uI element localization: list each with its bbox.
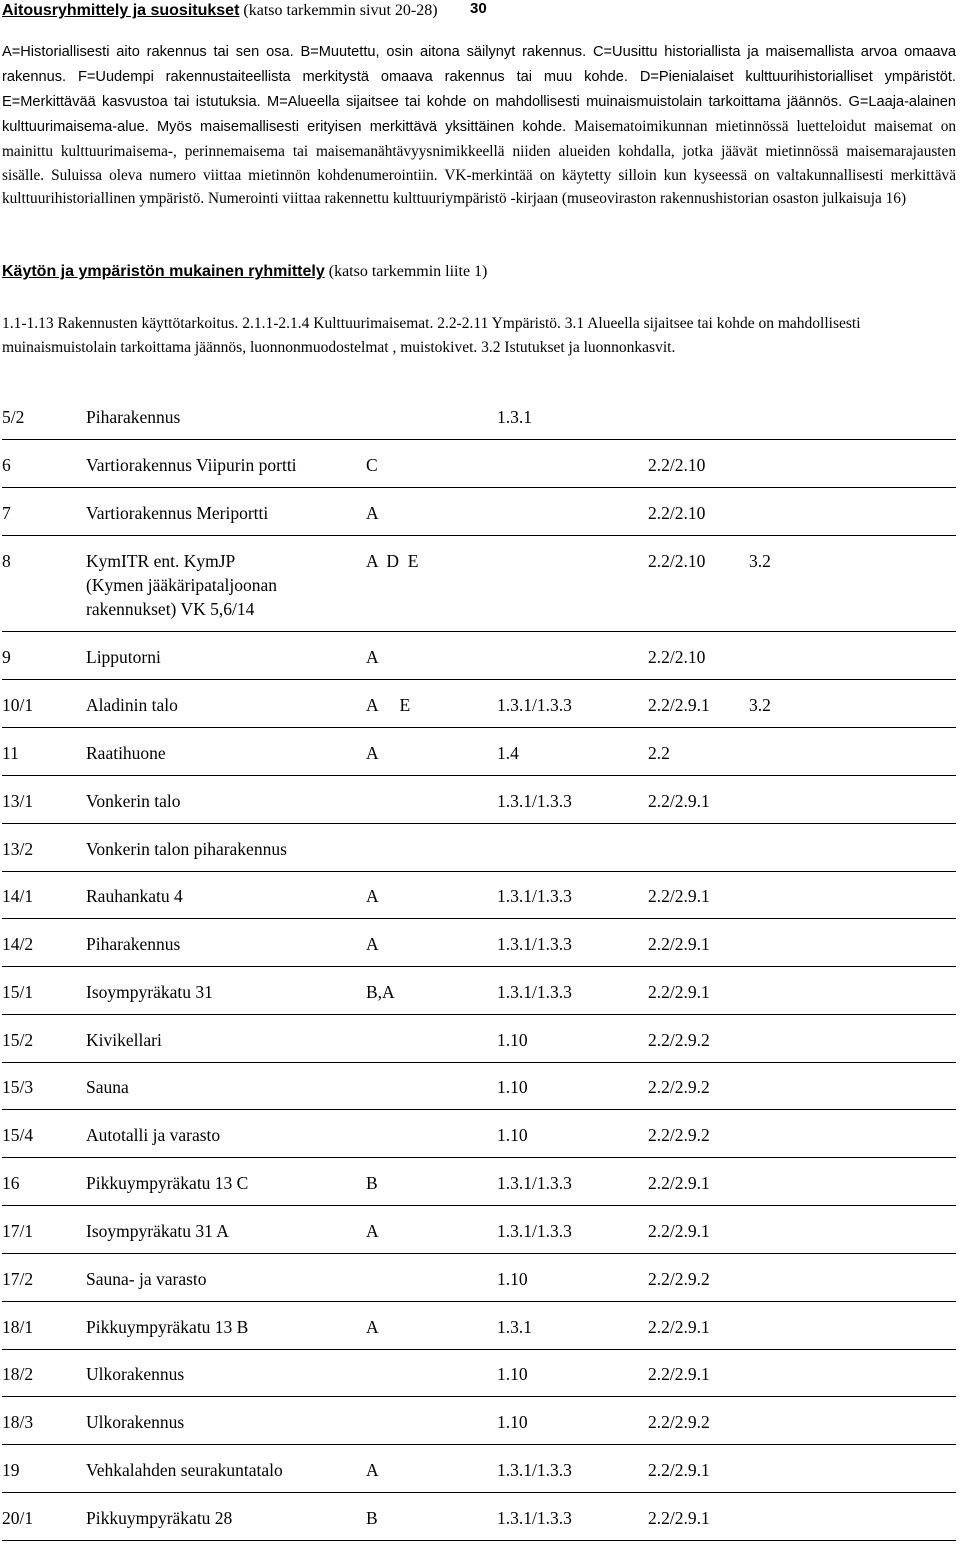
row-number: 5/2 <box>2 407 25 427</box>
row-number: 11 <box>2 743 19 763</box>
row-use-code: 1.3.1/1.3.3 <box>497 1460 572 1480</box>
row-number: 15/3 <box>2 1077 34 1097</box>
row-class: A E <box>366 695 411 715</box>
row-use-code: 1.10 <box>497 1364 528 1384</box>
row-number: 18/3 <box>2 1412 34 1432</box>
row-class: C <box>366 455 378 475</box>
row-environment-code: 2.2/2.9.2 <box>648 1125 710 1145</box>
page-number: 30 <box>470 0 487 17</box>
row-name <box>86 932 180 956</box>
row-name <box>86 1315 248 1339</box>
row-use-code: 1.10 <box>497 1077 528 1097</box>
row-use-code: 1.10 <box>497 1412 528 1432</box>
grouping-description: 1.1-1.13 Rakennusten käyttötarkoitus. 2.1.1-2.1.4 Kulttuurimaisemat. 2.2-2.11 Ympäristö. 3.1 Alueella sijaitsee tai kohde on mahdollisesti muinaismuistolain tarkoittama jäännös, luonnonmuodostelmat , muistokivet. 3.2 Istutukset ja luonnonkasvit. <box>2 315 861 356</box>
row-name <box>86 837 287 861</box>
row-divider <box>2 966 956 967</box>
row-use-code: 1.3.1/1.3.3 <box>497 695 572 715</box>
row-class: B,A <box>366 982 395 1002</box>
row-name-line: (Kymen jääkäripataljoonan <box>86 575 277 595</box>
row-name <box>86 501 268 525</box>
row-name <box>86 980 213 1004</box>
row-name-line: Ulkorakennus <box>86 1364 185 1384</box>
row-name-line: Vonkerin talo <box>86 791 181 811</box>
row-class: A <box>366 934 379 954</box>
row-name-line: Piharakennus <box>86 934 181 954</box>
row-name-line: Autotalli ja varasto <box>86 1125 221 1145</box>
row-divider <box>2 439 956 440</box>
row-environment-code: 2.2/2.9.1 <box>648 886 710 906</box>
row-use-code: 1.10 <box>497 1269 528 1289</box>
row-name <box>86 1362 184 1386</box>
row-name <box>86 789 180 813</box>
row-plant-code: 3.2 <box>749 551 771 571</box>
legend-vk-note: VK-merkintää on käytetty silloin kun kyseessä on valtakunnallisesti merkittävä kulttuurihistoriallinen ympäristö. Numerointi viittaa rakennettu kulttuuriympäristö -kirjaan (museoviraston rakennushistorian osaston julkaisuja 16) <box>2 166 956 208</box>
grouping-title-link[interactable]: Käytön ja ympäristön mukainen ryhmittely <box>2 263 325 280</box>
row-name-line: Rauhankatu 4 <box>86 886 183 906</box>
row-class: A <box>366 503 379 523</box>
row-number: 14/1 <box>2 886 34 906</box>
row-name <box>86 1028 162 1052</box>
row-name-line: Isoympyräkatu 31 <box>86 982 213 1002</box>
row-divider <box>2 823 956 824</box>
row-name <box>86 645 161 669</box>
legend-classes: A=Historiallisesti aito rakennus tai sen osa. B=Muutettu, osin aitona säilynyt rakennus. C=Uusittu historiallista ja maisemallista arvoa omaava rakennus. F=Uudempi rakennustaiteellista merkitystä omaava rakennus tai muu kohde. D=Pienialaiset kulttuurihistorialliset ympäristöt. E=Merkittävää kasvustoa tai istutuksia. M=Alueella sijaitsee tai kohde on mahdollisesti muinaismuistolain tarkoittama jäännös. G=Laaja-alainen kulttuurimaisema-alue. Myös maisemallisesti erityisen merkittävä yksittäinen kohde. <box>2 44 956 135</box>
row-number: 16 <box>2 1173 20 1193</box>
row-use-code: 1.3.1/1.3.3 <box>497 934 572 954</box>
row-number: 15/2 <box>2 1030 34 1050</box>
row-use-code: 1.3.1/1.3.3 <box>497 886 572 906</box>
row-name <box>86 1123 220 1147</box>
row-environment-code: 2.2/2.9.1 <box>648 791 710 811</box>
row-name-line: Raatihuone <box>86 743 166 763</box>
row-environment-code: 2.2/2.9.2 <box>648 1077 710 1097</box>
row-use-code: 1.10 <box>497 1125 528 1145</box>
row-name <box>86 1458 283 1482</box>
row-divider <box>2 1109 956 1110</box>
row-divider <box>2 727 956 728</box>
row-number: 15/1 <box>2 982 34 1002</box>
row-environment-code: 2.2/2.9.1 <box>648 1508 710 1528</box>
row-divider <box>2 1157 956 1158</box>
row-environment-code: 2.2/2.9.1 <box>648 982 710 1002</box>
row-divider <box>2 679 956 680</box>
row-divider <box>2 871 956 872</box>
row-name <box>86 1267 207 1291</box>
row-divider <box>2 631 956 632</box>
row-name <box>86 884 183 908</box>
row-use-code: 1.3.1 <box>497 1317 532 1337</box>
row-environment-code: 2.2/2.9.2 <box>648 1269 710 1289</box>
row-name <box>86 741 166 765</box>
row-use-code: 1.3.1/1.3.3 <box>497 791 572 811</box>
row-name <box>86 1219 229 1243</box>
row-number: 10/1 <box>2 695 34 715</box>
row-divider <box>2 535 956 536</box>
row-class: B <box>366 1508 378 1528</box>
row-number: 14/2 <box>2 934 34 954</box>
row-name-line: Vartiorakennus Meriportti <box>86 503 269 523</box>
row-divider <box>2 1492 956 1493</box>
row-name-line: Sauna- ja varasto <box>86 1269 207 1289</box>
row-number: 8 <box>2 551 11 571</box>
row-use-code: 1.3.1/1.3.3 <box>497 1173 572 1193</box>
row-name-line: Piharakennus <box>86 407 181 427</box>
row-divider <box>2 775 956 776</box>
row-environment-code: 2.2/2.9.1 <box>648 1173 710 1193</box>
row-use-code: 1.3.1/1.3.3 <box>497 1221 572 1241</box>
row-name-line: Isoympyräkatu 31 A <box>86 1221 229 1241</box>
header-title-note: (katso tarkemmin sivut 20-28) <box>239 2 438 19</box>
row-environment-code: 2.2/2.9.1 <box>648 934 710 954</box>
row-number: 15/4 <box>2 1125 34 1145</box>
row-number: 7 <box>2 503 11 523</box>
row-number: 17/1 <box>2 1221 34 1241</box>
row-number: 9 <box>2 647 11 667</box>
row-environment-code: 2.2/2.10 <box>648 647 706 667</box>
row-name-line: Ulkorakennus <box>86 1412 185 1432</box>
row-name-line: Vehkalahden seurakuntatalo <box>86 1460 283 1480</box>
row-use-code: 1.10 <box>497 1030 528 1050</box>
row-name-line: Pikkuympyräkatu 28 <box>86 1508 233 1528</box>
row-environment-code: 2.2/2.9.1 <box>648 1460 710 1480</box>
row-environment-code: 2.2/2.9.2 <box>648 1030 710 1050</box>
row-class: A <box>366 647 379 667</box>
row-name-line: Aladinin talo <box>86 695 178 715</box>
row-environment-code: 2.2/2.10 <box>648 455 706 475</box>
row-divider <box>2 918 956 919</box>
row-divider <box>2 1301 956 1302</box>
row-environment-code: 2.2/2.10 <box>648 503 706 523</box>
row-name-line: Pikkuympyräkatu 13 B <box>86 1317 249 1337</box>
row-divider <box>2 1205 956 1206</box>
row-class: A <box>366 743 379 763</box>
row-environment-code: 2.2/2.10 <box>648 551 706 571</box>
row-class: A <box>366 1317 379 1337</box>
row-plant-code: 3.2 <box>749 695 771 715</box>
row-divider <box>2 1444 956 1445</box>
row-number: 6 <box>2 455 11 475</box>
row-divider <box>2 1396 956 1397</box>
row-name <box>86 1171 248 1195</box>
row-number: 19 <box>2 1460 20 1480</box>
row-use-code: 1.3.1 <box>497 407 532 427</box>
row-class: A <box>366 1460 379 1480</box>
row-class: A D E <box>366 551 419 571</box>
row-number: 18/1 <box>2 1317 34 1337</box>
row-divider <box>2 1062 956 1063</box>
row-name <box>86 405 180 429</box>
row-divider <box>2 1253 956 1254</box>
row-environment-code: 2.2/2.9.2 <box>648 1412 710 1432</box>
row-name <box>86 1075 129 1099</box>
row-name-line: Vartiorakennus Viipurin portti <box>86 455 297 475</box>
row-name-line: Kivikellari <box>86 1030 162 1050</box>
header-title-link[interactable]: Aitousryhmittely ja suositukset <box>2 2 240 19</box>
row-divider <box>2 1540 956 1541</box>
row-use-code: 1.4 <box>497 743 519 763</box>
row-class: A <box>366 1221 379 1241</box>
row-class: B <box>366 1173 378 1193</box>
row-name-line: KymITR ent. KymJP <box>86 551 236 571</box>
row-divider <box>2 1349 956 1350</box>
row-number: 13/1 <box>2 791 34 811</box>
row-name-line: rakennukset) VK 5,6/14 <box>86 599 255 619</box>
row-number: 18/2 <box>2 1364 34 1384</box>
row-number: 20/1 <box>2 1508 34 1528</box>
row-divider <box>2 1014 956 1015</box>
row-name <box>86 1410 184 1434</box>
row-use-code: 1.3.1/1.3.3 <box>497 1508 572 1528</box>
row-use-code: 1.3.1/1.3.3 <box>497 982 572 1002</box>
row-divider <box>2 487 956 488</box>
row-class: A <box>366 886 379 906</box>
row-environment-code: 2.2 <box>648 743 670 763</box>
grouping-title-note: (katso tarkemmin liite 1) <box>324 263 488 280</box>
row-number: 13/2 <box>2 839 34 859</box>
row-number: 17/2 <box>2 1269 34 1289</box>
row-name-line: Pikkuympyräkatu 13 C <box>86 1173 249 1193</box>
row-name <box>86 453 297 477</box>
row-environment-code: 2.2/2.9.1 <box>648 1317 710 1337</box>
row-name-line: Lipputorni <box>86 647 161 667</box>
legend-landscape-note: Maisematoimikunnan mietinnössä luetteloidut maisemat on mainittu kulttuurimaisema-, perinnemaisema tai maisemanähtävyysnimikkeellä niiden alueiden kohdalla, jotka jäävät mietinnössä maisemarajausten sisälle. Suluissa oleva numero viittaa mietinnön kohdenumerointiin. <box>2 117 957 184</box>
row-name-line: Sauna <box>86 1077 129 1097</box>
row-name <box>86 1506 232 1530</box>
row-name <box>86 693 178 717</box>
row-name <box>86 549 277 621</box>
row-environment-code: 2.2/2.9.1 <box>648 1364 710 1384</box>
row-environment-code: 2.2/2.9.1 <box>648 1221 710 1241</box>
row-environment-code: 2.2/2.9.1 <box>648 695 710 715</box>
row-name-line: Vonkerin talon piharakennus <box>86 839 287 859</box>
